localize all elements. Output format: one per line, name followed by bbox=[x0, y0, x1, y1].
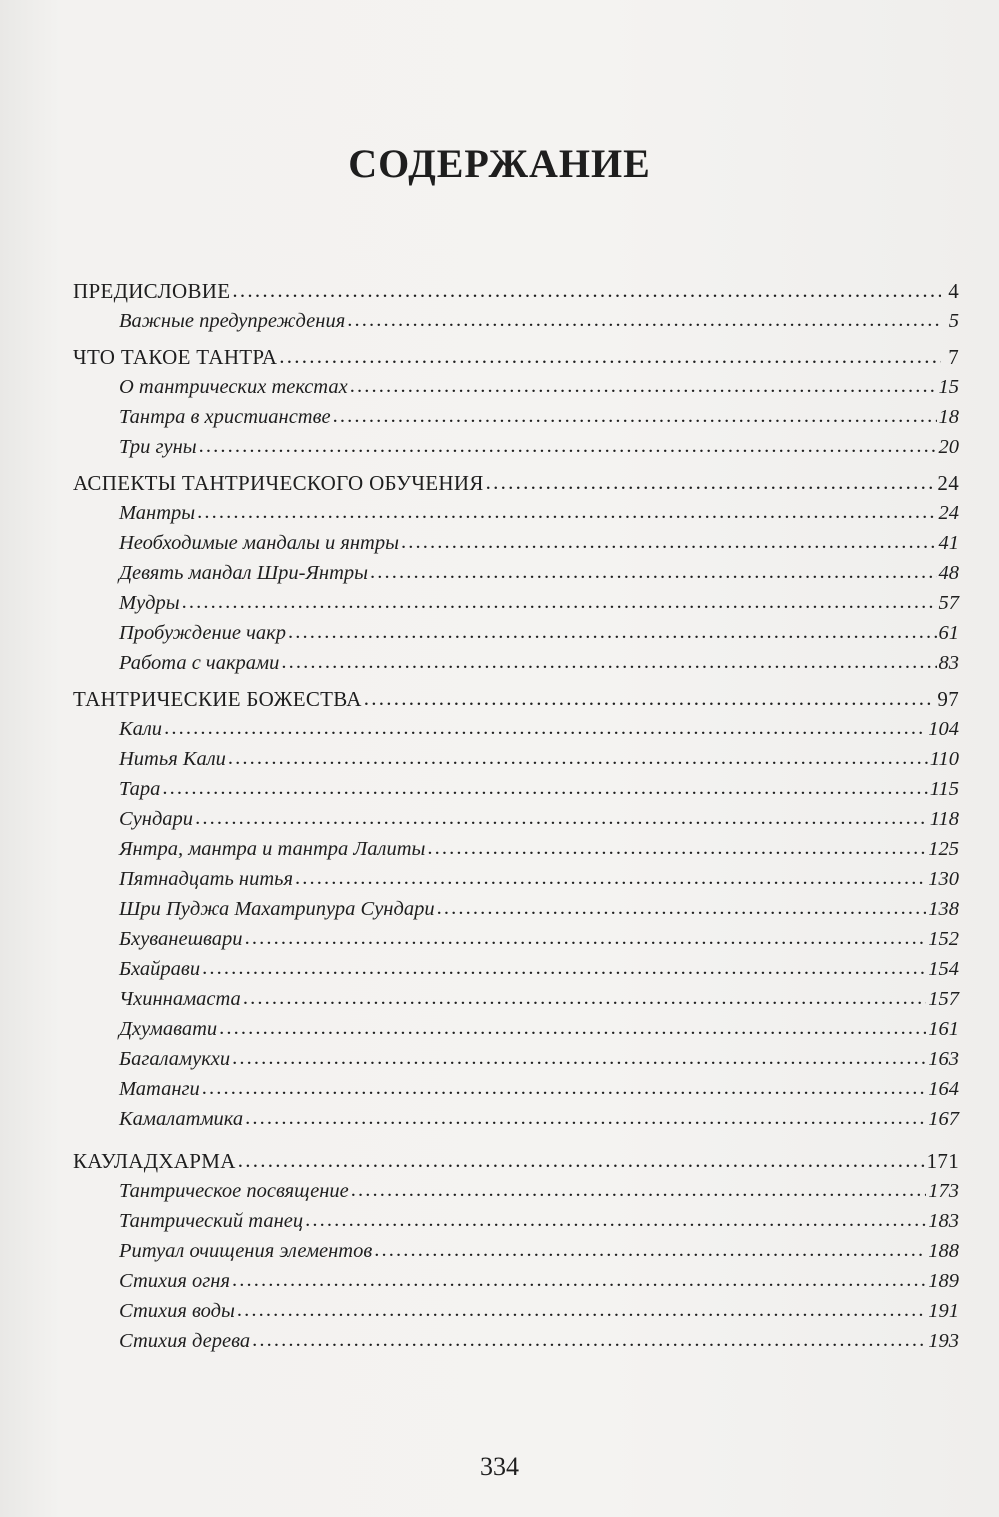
dot-leader bbox=[232, 1265, 926, 1295]
dot-leader bbox=[305, 1205, 926, 1235]
toc-subsection bbox=[73, 498, 959, 528]
toc-subsection bbox=[73, 306, 959, 336]
dot-leader bbox=[245, 1103, 926, 1133]
toc-entry-page: 189 bbox=[928, 1270, 959, 1292]
toc-entry-page: 164 bbox=[928, 1078, 959, 1100]
toc-entry-page: 24 bbox=[938, 502, 959, 524]
toc-entry-page: 161 bbox=[928, 1018, 959, 1040]
toc-subsection bbox=[73, 1014, 959, 1044]
toc-entry-title: Тантрический танец bbox=[119, 1210, 304, 1232]
dot-leader bbox=[437, 893, 927, 923]
toc-section bbox=[73, 342, 959, 372]
toc-entry-page: 15 bbox=[938, 376, 959, 398]
toc-entry-page: 4 bbox=[948, 279, 959, 303]
toc-entry-page: 125 bbox=[928, 838, 959, 860]
toc-entry-page: 154 bbox=[928, 958, 959, 980]
toc-entry-page: 130 bbox=[928, 868, 959, 890]
toc-entry-page: 188 bbox=[928, 1240, 959, 1262]
toc-entry-title: Сундари bbox=[119, 808, 194, 830]
toc-entry-title: Важные предупреждения bbox=[119, 310, 346, 332]
toc-entry-page: 24 bbox=[937, 471, 959, 495]
toc-subsection bbox=[73, 1044, 959, 1074]
toc-entry-title: Матанги bbox=[119, 1078, 200, 1100]
toc-subsection bbox=[73, 744, 959, 774]
toc-subsection bbox=[73, 834, 959, 864]
dot-leader bbox=[197, 497, 936, 527]
toc-entry-page: 167 bbox=[928, 1108, 959, 1130]
toc-entry-page: 193 bbox=[928, 1330, 959, 1352]
toc-entry-title: Тара bbox=[119, 778, 161, 800]
toc-entry-page: 57 bbox=[938, 592, 959, 614]
toc-subsection bbox=[73, 1296, 959, 1326]
toc-entry-page: 18 bbox=[938, 406, 959, 428]
toc-subsection bbox=[73, 1176, 959, 1206]
dot-leader bbox=[232, 275, 941, 305]
dot-leader bbox=[202, 953, 926, 983]
dot-leader bbox=[486, 467, 936, 497]
toc-entry-title: Кали bbox=[119, 718, 163, 740]
toc-subsection bbox=[73, 618, 959, 648]
toc-subsection bbox=[73, 432, 959, 462]
toc-entry-title: КАУЛАДХАРМА bbox=[73, 1149, 236, 1173]
toc-entry-title: АСПЕКТЫ ТАНТРИЧЕСКОГО ОБУЧЕНИЯ bbox=[73, 471, 484, 495]
toc-entry-page: 163 bbox=[928, 1048, 959, 1070]
toc-entry-title: Мантры bbox=[119, 502, 196, 524]
dot-leader bbox=[333, 401, 937, 431]
toc-subsection bbox=[73, 558, 959, 588]
dot-leader bbox=[252, 1325, 926, 1355]
toc-entry-page: 138 bbox=[928, 898, 959, 920]
toc-section bbox=[73, 468, 959, 498]
dot-leader bbox=[288, 617, 937, 647]
dot-leader bbox=[195, 803, 928, 833]
toc-entry-title: Янтра, мантра и тантра Лалиты bbox=[119, 838, 426, 860]
toc-subsection bbox=[73, 648, 959, 678]
toc-entry-page: 173 bbox=[928, 1180, 959, 1202]
toc-subsection bbox=[73, 1236, 959, 1266]
dot-leader bbox=[281, 647, 936, 677]
toc-entry-page: 20 bbox=[938, 436, 959, 458]
dot-leader bbox=[199, 431, 937, 461]
toc-entry-title: О тантрических текстах bbox=[119, 376, 348, 398]
toc-entry-page: 7 bbox=[948, 345, 959, 369]
toc-subsection bbox=[73, 924, 959, 954]
dot-leader bbox=[427, 833, 926, 863]
toc-entry-title: Стихия воды bbox=[119, 1300, 235, 1322]
dot-leader bbox=[364, 683, 936, 713]
toc-entry-title: Бхуванешвари bbox=[119, 928, 243, 950]
toc-entry-title: Багаламукхи bbox=[119, 1048, 231, 1070]
dot-leader bbox=[164, 713, 926, 743]
toc-entry-page: 115 bbox=[929, 778, 959, 800]
toc-entry-page: 110 bbox=[929, 748, 959, 770]
toc-entry-page: 118 bbox=[929, 808, 959, 830]
toc-subsection bbox=[73, 984, 959, 1014]
toc-subsection bbox=[73, 1266, 959, 1296]
toc-entry-page: 152 bbox=[928, 928, 959, 950]
toc-entry-page: 5 bbox=[948, 310, 959, 332]
dot-leader bbox=[245, 923, 927, 953]
dot-leader bbox=[374, 1235, 926, 1265]
page-title: СОДЕРЖАНИЕ bbox=[348, 141, 651, 186]
toc-entry-page: 183 bbox=[928, 1210, 959, 1232]
toc-entry-title: Стихия огня bbox=[119, 1270, 230, 1292]
toc-entry-page: 104 bbox=[928, 718, 959, 740]
dot-leader bbox=[162, 773, 927, 803]
toc-subsection bbox=[73, 1326, 959, 1356]
toc-subsection bbox=[73, 1074, 959, 1104]
dot-leader bbox=[279, 341, 941, 371]
toc-entry-title: Шри Пуджа Махатрипура Сундари bbox=[119, 898, 435, 920]
toc-subsection bbox=[73, 588, 959, 618]
toc-entry-title: ПРЕДИСЛОВИЕ bbox=[73, 279, 231, 303]
toc-entry-title: Пробуждение чакр bbox=[119, 622, 286, 644]
toc-entry-page: 97 bbox=[937, 687, 959, 711]
toc-subsection bbox=[73, 804, 959, 834]
dot-leader bbox=[182, 587, 937, 617]
toc-subsection bbox=[73, 774, 959, 804]
toc-entry-page: 48 bbox=[938, 562, 959, 584]
dot-leader bbox=[401, 527, 937, 557]
toc-entry-title: Три гуны bbox=[119, 436, 197, 458]
toc-section bbox=[73, 276, 959, 306]
toc-entry-title: Нитья Кали bbox=[119, 748, 226, 770]
toc-subsection bbox=[73, 372, 959, 402]
toc-entry-title: Необходимые мандалы и янтры bbox=[119, 532, 399, 554]
toc-entry-page: 157 bbox=[928, 988, 959, 1010]
toc-entry-title: Пятнадцать нитья bbox=[119, 868, 294, 890]
toc-entry-page: 171 bbox=[926, 1149, 959, 1173]
dot-leader bbox=[347, 305, 941, 335]
dot-leader bbox=[295, 863, 926, 893]
toc-entry-title: Девять мандал Шри-Янтры bbox=[119, 562, 369, 584]
toc-entry-title: Тантра в христианстве bbox=[119, 406, 331, 428]
toc-entry-title: Дхумавати bbox=[119, 1018, 218, 1040]
dot-leader bbox=[370, 557, 936, 587]
table-of-contents bbox=[73, 276, 959, 1356]
toc-entry-title: Стихия дерева bbox=[119, 1330, 251, 1352]
dot-leader bbox=[228, 743, 928, 773]
toc-section bbox=[73, 1146, 959, 1176]
toc-entry-title: Тантрическое посвящение bbox=[119, 1180, 349, 1202]
dot-leader bbox=[237, 1295, 926, 1325]
dot-leader bbox=[202, 1073, 926, 1103]
toc-entry-title: Чхиннамаста bbox=[119, 988, 241, 1010]
toc-entry-title: Ритуал очищения элементов bbox=[119, 1240, 373, 1262]
toc-entry-page: 61 bbox=[938, 622, 959, 644]
dot-leader bbox=[219, 1013, 926, 1043]
toc-subsection bbox=[73, 864, 959, 894]
toc-entry-page: 191 bbox=[928, 1300, 959, 1322]
dot-leader bbox=[238, 1145, 925, 1175]
dot-leader bbox=[243, 983, 926, 1013]
toc-section bbox=[73, 684, 959, 714]
toc-subsection bbox=[73, 1206, 959, 1236]
dot-leader bbox=[350, 371, 937, 401]
dot-leader bbox=[232, 1043, 926, 1073]
toc-entry-title: ЧТО ТАКОЕ ТАНТРА bbox=[73, 345, 278, 369]
toc-entry-page: 83 bbox=[938, 652, 959, 674]
toc-subsection bbox=[73, 714, 959, 744]
toc-entry-title: Камалатмика bbox=[119, 1108, 244, 1130]
toc-entry-title: ТАНТРИЧЕСКИЕ БОЖЕСТВА bbox=[73, 687, 362, 711]
page-number: 334 bbox=[480, 1452, 519, 1481]
toc-entry-title: Бхайрави bbox=[119, 958, 201, 980]
toc-subsection bbox=[73, 1104, 959, 1134]
toc-subsection bbox=[73, 954, 959, 984]
toc-subsection bbox=[73, 528, 959, 558]
toc-subsection bbox=[73, 402, 959, 432]
toc-entry-page: 41 bbox=[938, 532, 959, 554]
dot-leader bbox=[351, 1175, 927, 1205]
toc-subsection bbox=[73, 894, 959, 924]
toc-entry-title: Мудры bbox=[119, 592, 180, 614]
toc-entry-title: Работа с чакрами bbox=[119, 652, 280, 674]
